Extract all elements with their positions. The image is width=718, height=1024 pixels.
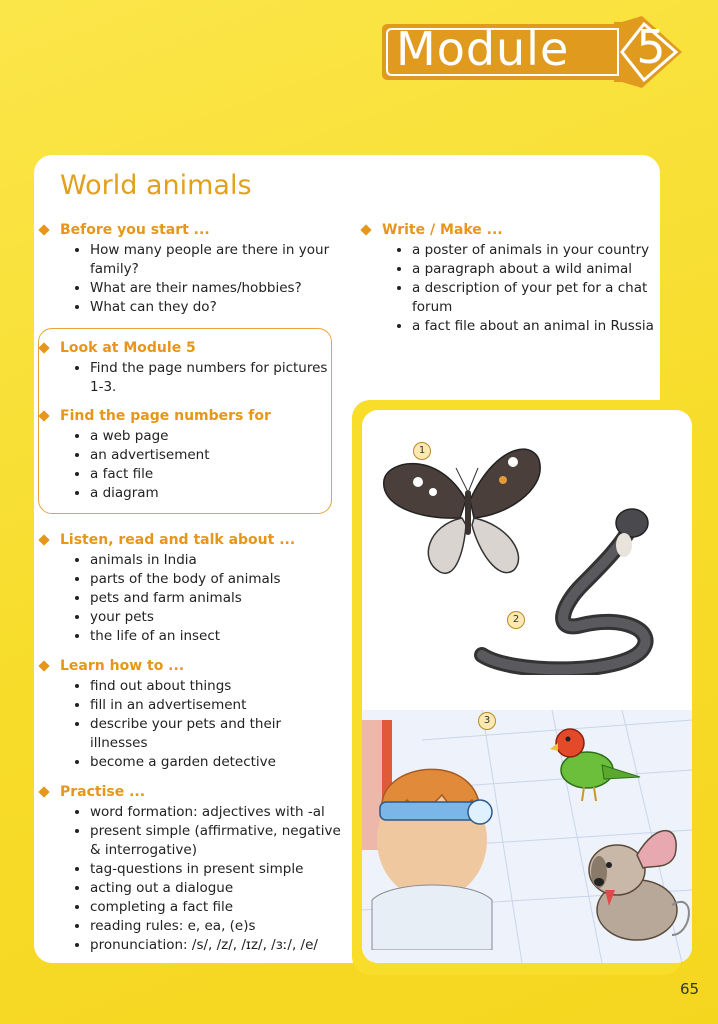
section-learn bbox=[38, 658, 338, 772]
list-item: • an advertisement bbox=[90, 446, 328, 465]
list-item: • present simple (affirmative, negative bbox=[90, 822, 348, 841]
list-item: • a fact file about an animal in Russia bbox=[412, 317, 660, 336]
picture-number-badge: 1 bbox=[413, 442, 431, 460]
diamond-bullet-icon bbox=[38, 342, 49, 353]
section-heading: Before you start ... bbox=[60, 222, 210, 238]
list-item: • a web page bbox=[90, 427, 328, 446]
section-before bbox=[38, 222, 338, 317]
section-heading: Write / Make ... bbox=[382, 222, 503, 238]
diamond-bullet-icon bbox=[38, 224, 49, 235]
list-item: • a description of your pet for a chat bbox=[412, 279, 660, 298]
parrot-image bbox=[542, 715, 642, 805]
list-item: • animals in India bbox=[90, 551, 338, 570]
list-item: • a paragraph about a wild animal bbox=[412, 260, 660, 279]
picture-number-badge: 3 bbox=[478, 712, 496, 730]
list-item: • word formation: adjectives with -al bbox=[90, 803, 348, 822]
page-title: World animals bbox=[60, 170, 252, 201]
section-write bbox=[360, 222, 660, 336]
list-item: • your pets bbox=[90, 608, 338, 627]
page-number: 65 bbox=[680, 980, 700, 998]
list-item: • reading rules: e, ea, (e)s bbox=[90, 917, 348, 936]
list-item: • describe your pets and their bbox=[90, 715, 338, 734]
list-item: • How many people are there in your bbox=[90, 241, 338, 260]
list-item: • a poster of animals in your country bbox=[412, 241, 660, 260]
list-item: • find out about things bbox=[90, 677, 338, 696]
list-item: family? bbox=[90, 261, 139, 277]
section-heading: Practise ... bbox=[60, 784, 146, 800]
list-item: 1-3. bbox=[90, 379, 117, 395]
list-item: • the life of an insect bbox=[90, 627, 338, 646]
section-heading: Find the page numbers for bbox=[60, 408, 271, 424]
section-find bbox=[38, 408, 328, 503]
list-item: • a diagram bbox=[90, 484, 328, 503]
section-heading: Learn how to ... bbox=[60, 658, 185, 674]
section-listen bbox=[38, 532, 338, 646]
list-item: • Find the page numbers for pictures bbox=[90, 359, 328, 378]
list-item: • fill in an advertisement bbox=[90, 696, 338, 715]
list-item: • parts of the body of animals bbox=[90, 570, 338, 589]
list-item: illnesses bbox=[90, 735, 148, 751]
section-look bbox=[38, 340, 328, 397]
list-item: • become a garden detective bbox=[90, 753, 338, 772]
list-item: • acting out a dialogue bbox=[90, 879, 348, 898]
diamond-bullet-icon bbox=[38, 660, 49, 671]
section-heading: Look at Module 5 bbox=[60, 340, 196, 356]
pictures-panel bbox=[362, 410, 692, 963]
section-practise bbox=[38, 784, 348, 955]
diamond-bullet-icon bbox=[38, 786, 49, 797]
dog-image bbox=[577, 810, 692, 950]
cobra-image bbox=[472, 505, 672, 675]
list-item: • pronunciation: /s/, /z/, /ɪz/, /ɜː/, /e/ bbox=[90, 936, 348, 955]
diamond-bullet-icon bbox=[38, 410, 49, 421]
list-item: • What are their names/hobbies? bbox=[90, 279, 338, 298]
module-number: 5 bbox=[636, 20, 666, 74]
list-item: • tag-questions in present simple bbox=[90, 860, 348, 879]
section-heading: Listen, read and talk about ... bbox=[60, 532, 296, 548]
list-item: • completing a fact file bbox=[90, 898, 348, 917]
list-item: forum bbox=[412, 299, 453, 315]
list-item: • a fact file bbox=[90, 465, 328, 484]
module-label: Module bbox=[396, 22, 570, 76]
module-badge bbox=[382, 16, 682, 88]
list-item: • What can they do? bbox=[90, 298, 338, 317]
list-item: & interrogative) bbox=[90, 842, 197, 858]
scientist-boy-image bbox=[362, 720, 502, 950]
list-item: • pets and farm animals bbox=[90, 589, 338, 608]
picture-number-badge: 2 bbox=[507, 611, 525, 629]
diamond-bullet-icon bbox=[38, 534, 49, 545]
diamond-bullet-icon bbox=[360, 224, 371, 235]
